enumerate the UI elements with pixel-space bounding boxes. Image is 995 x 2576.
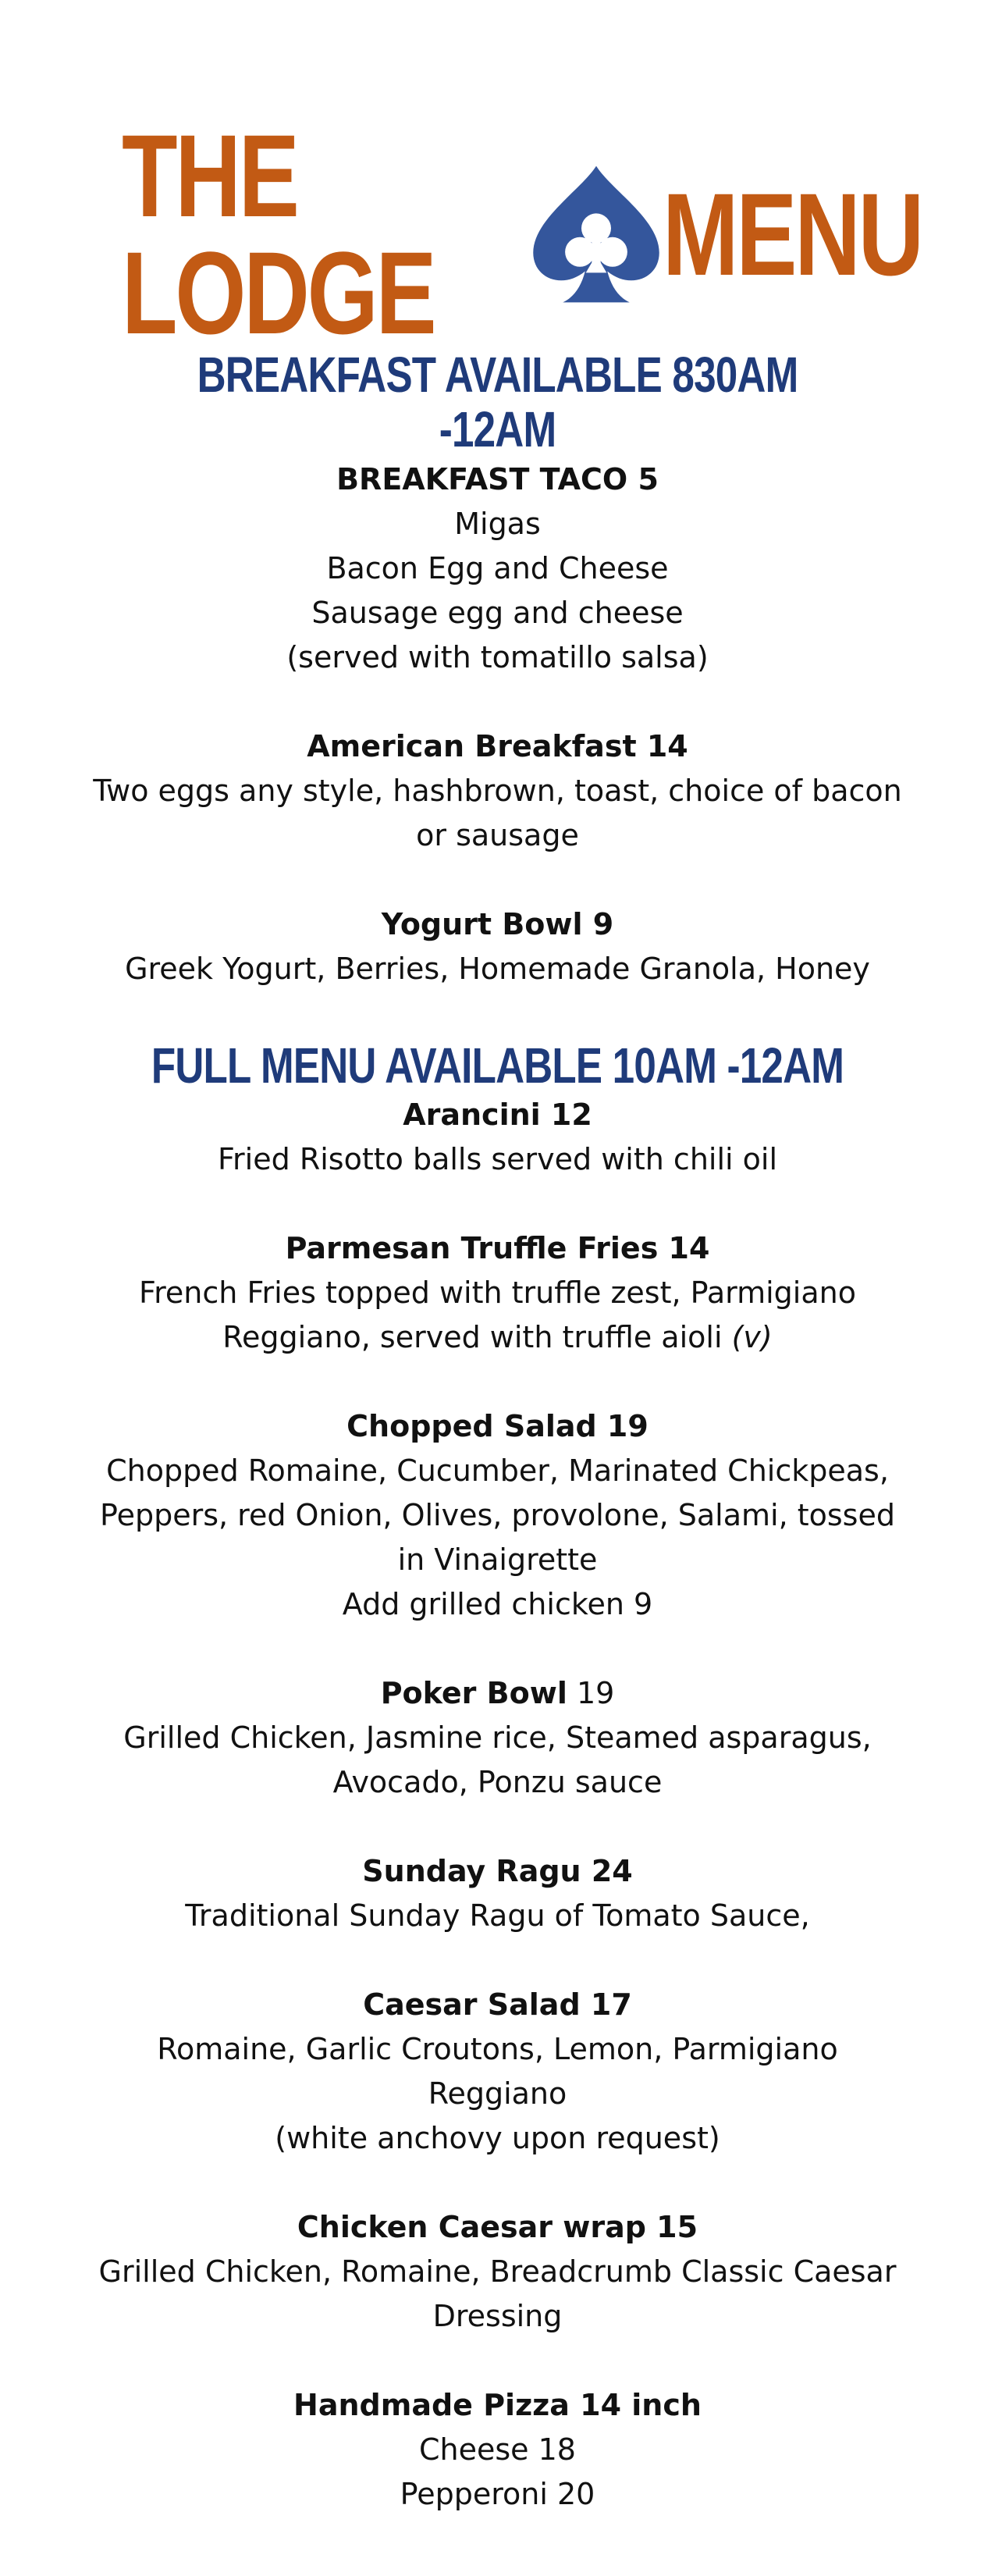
- item-line: Sausage egg and cheese: [311, 595, 684, 630]
- item-line: French Fries topped with truffle zest, Parmigiano: [139, 1276, 856, 1311]
- item-title: Parmesan Truffle Fries 14: [285, 1231, 710, 1266]
- item-title: Chopped Salad 19: [346, 1409, 649, 1444]
- item-line: Migas: [454, 506, 541, 541]
- menu-item-yogurt-bowl: [62, 902, 933, 991]
- item-title: Chicken Caesar wrap 15: [297, 2210, 698, 2245]
- item-line: Dressing: [432, 2299, 563, 2334]
- menu-item-chicken-caesar-wrap: [62, 2205, 933, 2339]
- item-line: Fried Risotto balls served with chili oil: [217, 1142, 778, 1177]
- item-title: Arancini 12: [403, 1098, 592, 1133]
- logo-left-word: THE LODGE: [122, 110, 435, 358]
- item-line-main: Reggiano, served with truffle aioli: [222, 1320, 732, 1355]
- item-line: Avocado, Ponzu sauce: [332, 1765, 663, 1800]
- menu-content: [62, 347, 933, 2561]
- item-line: (white anchovy upon request): [275, 2121, 720, 2156]
- menu-item-arancini: [62, 1093, 933, 1182]
- menu-item-caesar-salad: [62, 1983, 933, 2161]
- item-line: Pepperoni 20: [400, 2477, 595, 2512]
- item-line: Grilled Chicken, Romaine, Breadcrumb Classic Caesar: [98, 2254, 897, 2290]
- item-price: 19: [567, 1676, 615, 1711]
- item-line: Reggiano: [428, 2076, 567, 2112]
- item-title: [62, 1671, 933, 1716]
- full-menu-header: FULL MENU AVAILABLE 10AM -12AM: [151, 1037, 844, 1094]
- item-title: BREAKFAST TACO 5: [336, 461, 659, 496]
- item-title: Yogurt Bowl 9: [381, 906, 614, 941]
- menu-item-sunday-ragu: [62, 1849, 933, 1938]
- item-line: Add grilled chicken 9: [342, 1587, 653, 1622]
- menu-item-poker-bowl: [62, 1671, 933, 1805]
- menu-item-breakfast-taco: [62, 457, 933, 680]
- menu-item-american-breakfast: [62, 724, 933, 858]
- item-title: Caesar Salad 17: [363, 1987, 632, 2023]
- item-line: Chopped Romaine, Cucumber, Marinated Chickpeas,: [106, 1453, 889, 1489]
- item-line: or sausage: [416, 817, 579, 852]
- item-line: Peppers, red Onion, Olives, provolone, Salami, tossed: [100, 1498, 895, 1533]
- item-line: (served with tomatillo salsa): [286, 639, 709, 674]
- breakfast-header: BREAKFAST AVAILABLE 830AM -12AM: [197, 347, 798, 458]
- menu-item-truffle-fries: [62, 1226, 933, 1360]
- item-line: in Vinaigrette: [397, 1542, 598, 1578]
- logo-right-word: MENU: [663, 169, 922, 300]
- vegetarian-mark: (v): [731, 1320, 773, 1355]
- logo: [0, 110, 995, 358]
- item-line: Grilled Chicken, Jasmine rice, Steamed asparagus,: [123, 1720, 872, 1756]
- item-line: Bacon Egg and Cheese: [326, 550, 669, 585]
- item-line: Greek Yogurt, Berries, Homemade Granola, Honey: [125, 951, 870, 986]
- item-line: Two eggs any style, hashbrown, toast, choice of bacon: [93, 773, 902, 808]
- item-line: [62, 1315, 933, 1360]
- item-title-name: Poker Bowl: [380, 1676, 567, 1711]
- item-line: Traditional Sunday Ragu of Tomato Sauce,: [185, 1898, 810, 1934]
- menu-item-chopped-salad: [62, 1404, 933, 1627]
- item-title: Sunday Ragu 24: [362, 1854, 633, 1889]
- item-title: Handmade Pizza 14 inch: [293, 2388, 702, 2423]
- menu-item-handmade-pizza: [62, 2383, 933, 2517]
- item-title: American Breakfast 14: [307, 728, 688, 763]
- item-line: Cheese 18: [419, 2432, 576, 2467]
- item-line: Romaine, Garlic Croutons, Lemon, Parmigiano: [157, 2032, 838, 2067]
